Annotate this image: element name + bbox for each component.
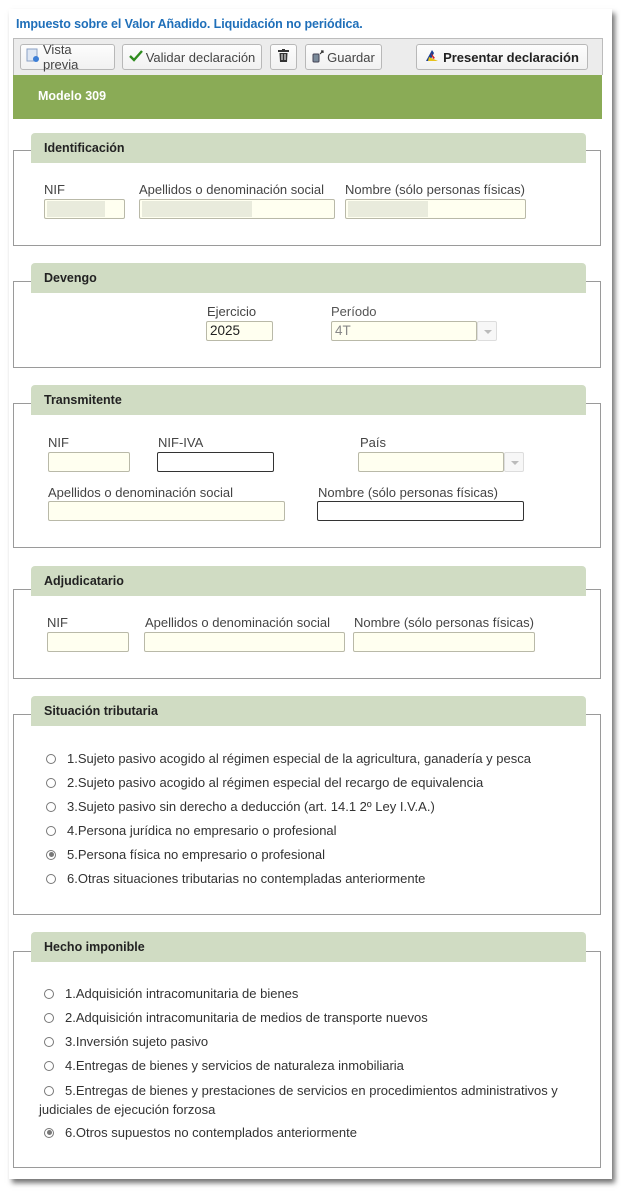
periodo-dropdown-arrow-icon[interactable] xyxy=(477,321,497,341)
situacion-option-label: 1.Sujeto pasivo acogido al régimen especial de la agricultura, ganadería y pesca xyxy=(67,751,531,766)
situacion-option-label: 5.Persona física no empresario o profesional xyxy=(67,847,325,862)
identificacion-nombre-input[interactable] xyxy=(345,199,526,219)
situacion-option[interactable] xyxy=(46,751,531,766)
identificacion-header: Identificación xyxy=(31,133,586,163)
situacion-option[interactable] xyxy=(46,871,425,886)
identificacion-section xyxy=(13,150,601,246)
identificacion-nif-input[interactable] xyxy=(44,199,125,219)
preview-label: Vista previa xyxy=(43,42,79,72)
submit-declaration-button[interactable] xyxy=(416,44,588,70)
situacion-option[interactable] xyxy=(46,775,483,790)
radio-unchecked[interactable] xyxy=(46,826,56,836)
pais-dropdown-arrow-icon[interactable] xyxy=(504,452,524,472)
radio-unchecked[interactable] xyxy=(44,1013,54,1023)
situacion-header: Situación tributaria xyxy=(31,696,586,726)
hecho-option[interactable] xyxy=(44,1058,404,1073)
delete-button[interactable] xyxy=(270,44,297,70)
transmitente-apellidos-input[interactable] xyxy=(48,501,285,521)
transmitente-header: Transmitente xyxy=(31,385,586,415)
checkmark-icon xyxy=(129,50,143,65)
situacion-option-label: 4.Persona jurídica no empresario o profesional xyxy=(67,823,337,838)
nif-label: NIF xyxy=(44,182,65,197)
radio-unchecked[interactable] xyxy=(44,1037,54,1047)
page-title: Impuesto sobre el Valor Añadido. Liquidación no periódica. xyxy=(16,17,363,31)
transmitente-pais-select[interactable] xyxy=(358,452,504,472)
hecho-option[interactable] xyxy=(44,1034,208,1049)
hecho-option-label: 3.Inversión sujeto pasivo xyxy=(65,1034,209,1049)
situacion-option-label: 3.Sujeto pasivo sin derecho a deducción (art. 14.1 2º Ley I.V.A.) xyxy=(67,799,435,814)
adjudicatario-header: Adjudicatario xyxy=(31,566,586,596)
adjudicatario-nombre-input[interactable] xyxy=(353,632,535,652)
periodo-select[interactable]: 4T xyxy=(331,321,477,341)
situacion-option-label: 2.Sujeto pasivo acogido al régimen especial del recargo de equivalencia xyxy=(67,775,484,790)
adjudicatario-nif-input[interactable] xyxy=(47,632,129,652)
aeat-logo-icon xyxy=(425,49,440,65)
nombre-label: Nombre (sólo personas físicas) xyxy=(345,182,525,197)
radio-unchecked[interactable] xyxy=(44,1061,54,1071)
ejercicio-label: Ejercicio xyxy=(207,304,257,319)
radio-unchecked[interactable] xyxy=(46,754,56,764)
transmitente-pais-label: País xyxy=(360,435,387,450)
radio-unchecked[interactable] xyxy=(46,778,56,788)
adjudicatario-nif-label: NIF xyxy=(47,615,68,630)
document-preview-icon xyxy=(26,48,40,66)
redacted-value xyxy=(348,201,428,217)
toolbar xyxy=(13,38,603,75)
situacion-option[interactable] xyxy=(46,799,435,814)
hecho-option[interactable] xyxy=(39,1081,569,1119)
hecho-option-label: 6.Otros supuestos no contemplados anteriormente xyxy=(65,1125,357,1140)
devengo-section xyxy=(13,281,601,368)
hecho-option[interactable] xyxy=(44,1125,357,1140)
radio-unchecked[interactable] xyxy=(46,802,56,812)
validate-button[interactable] xyxy=(122,44,262,70)
save-upload-icon xyxy=(312,49,324,66)
radio-unchecked[interactable] xyxy=(44,989,54,999)
hecho-option[interactable] xyxy=(44,1010,428,1025)
transmitente-section xyxy=(13,403,601,548)
adjudicatario-apellidos-input[interactable] xyxy=(144,632,345,652)
model-band xyxy=(13,75,602,119)
hecho-option-label: 5.Entregas de bienes y prestaciones de servicios en procedimientos administrativos y judiciales de ejecución forzosa xyxy=(39,1083,558,1117)
transmitente-nif-label: NIF xyxy=(48,435,69,450)
situacion-option[interactable] xyxy=(46,847,325,862)
radio-checked[interactable] xyxy=(44,1128,54,1138)
redacted-value xyxy=(142,201,252,217)
situacion-option-label: 6.Otras situaciones tributarias no contempladas anteriormente xyxy=(67,871,426,886)
adjudicatario-nombre-label: Nombre (sólo personas físicas) xyxy=(354,615,534,630)
situacion-option[interactable] xyxy=(46,823,337,838)
transmitente-nif-iva-input[interactable] xyxy=(157,452,274,472)
radio-unchecked[interactable] xyxy=(46,874,56,884)
hecho-option[interactable] xyxy=(44,986,298,1001)
save-button[interactable] xyxy=(305,44,382,70)
trash-icon xyxy=(278,49,289,65)
transmitente-nombre-label: Nombre (sólo personas físicas) xyxy=(318,485,498,500)
validate-label: Validar declaración xyxy=(145,49,256,65)
transmitente-nif-input[interactable] xyxy=(48,452,130,472)
transmitente-apellidos-label: Apellidos o denominación social xyxy=(48,485,234,500)
ejercicio-input[interactable]: 2025 xyxy=(206,321,273,341)
model-label: Modelo 309 xyxy=(38,89,107,103)
hecho-header: Hecho imponible xyxy=(31,932,586,962)
adjudicatario-apellidos-label: Apellidos o denominación social xyxy=(145,615,331,630)
periodo-label: Período xyxy=(331,304,377,319)
hecho-option-label: 1.Adquisición intracomunitaria de bienes xyxy=(65,986,299,1001)
hecho-option-label: 4.Entregas de bienes y servicios de naturaleza inmobiliaria xyxy=(65,1058,404,1073)
radio-checked[interactable] xyxy=(46,850,56,860)
identificacion-apellidos-input[interactable] xyxy=(139,199,335,219)
redacted-value xyxy=(47,201,105,217)
apellidos-label: Apellidos o denominación social xyxy=(139,182,325,197)
transmitente-nombre-input[interactable] xyxy=(317,501,524,521)
save-label: Guardar xyxy=(327,49,375,65)
transmitente-nif-iva-label: NIF-IVA xyxy=(158,435,204,450)
submit-label: Presentar declaración xyxy=(443,49,579,65)
devengo-header: Devengo xyxy=(31,263,586,293)
hecho-option-label: 2.Adquisición intracomunitaria de medios de transporte nuevos xyxy=(65,1010,428,1025)
radio-unchecked[interactable] xyxy=(44,1086,54,1096)
preview-button[interactable] xyxy=(20,44,115,70)
